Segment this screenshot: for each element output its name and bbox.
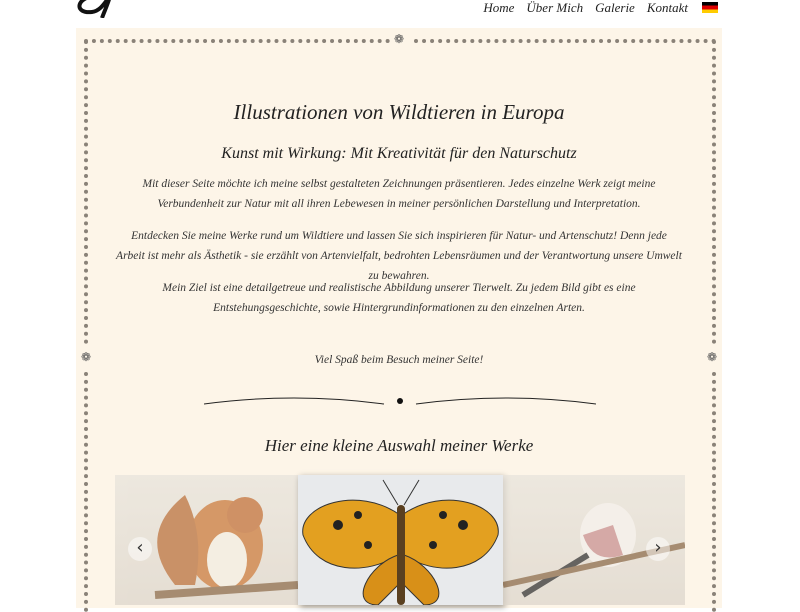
border-right	[712, 372, 716, 612]
intro-paragraph: Mein Ziel ist eine detailgetreue und realistische Abbildung unserer Tierwelt. Zu jedem Bild gibt es eine Entstehungsgeschichte, sowie Hintergrundinformationen zu den einzelnen Arten.	[162, 282, 636, 314]
page-subtitle: Kunst mit Wirkung: Mit Kreativität für den Naturschutz	[221, 145, 577, 162]
nav-about[interactable]: Über Mich	[526, 0, 584, 15]
gallery-heading: Hier eine kleine Auswahl meiner Werke	[264, 436, 534, 455]
carousel-prev-button[interactable]: ‹	[128, 537, 152, 561]
flower-ornament-icon: ❁	[394, 32, 405, 46]
page-title: Illustrationen von Wildtieren in Europa	[233, 100, 565, 124]
border-top-left	[84, 39, 390, 43]
nav-contact[interactable]: Kontakt	[646, 0, 688, 15]
closing-text: Viel Spaß beim Besuch meiner Seite!	[314, 354, 484, 366]
border-left	[84, 372, 88, 612]
nav-gallery[interactable]: Galerie	[595, 0, 635, 15]
nav-home[interactable]: Home	[483, 0, 515, 15]
flower-ornament-icon: ❁	[707, 350, 718, 364]
flower-ornament-icon: ❁	[81, 350, 92, 364]
intro-paragraph: Mit dieser Seite möchte ich meine selbst gestalteten Zeichnungen präsentieren. Jedes einzelne Werk zeigt meine Verbundenheit zur Natur mit all ihren Lebewesen in meiner persönlichen Darstellung und Interpretation.	[142, 178, 656, 210]
gallery-image-butterfly[interactable]	[298, 475, 503, 605]
german-flag-icon[interactable]	[702, 2, 718, 13]
border-top-right	[414, 39, 716, 43]
carousel-next-button[interactable]: ›	[646, 537, 670, 561]
intro-paragraph: Entdecken Sie meine Werke rund um Wildtiere und lassen Sie sich inspirieren für Natur- und Artenschutz! Denn jede Arbeit ist mehr als Ästhetik - sie erzählt von Artenvielfalt, bedrohten Lebensräumen und der Verantwortung unsere Umwelt zu bewahren.	[116, 230, 682, 282]
logo[interactable]	[74, 0, 124, 18]
divider-ornament	[204, 392, 596, 412]
main-nav	[483, 0, 688, 16]
